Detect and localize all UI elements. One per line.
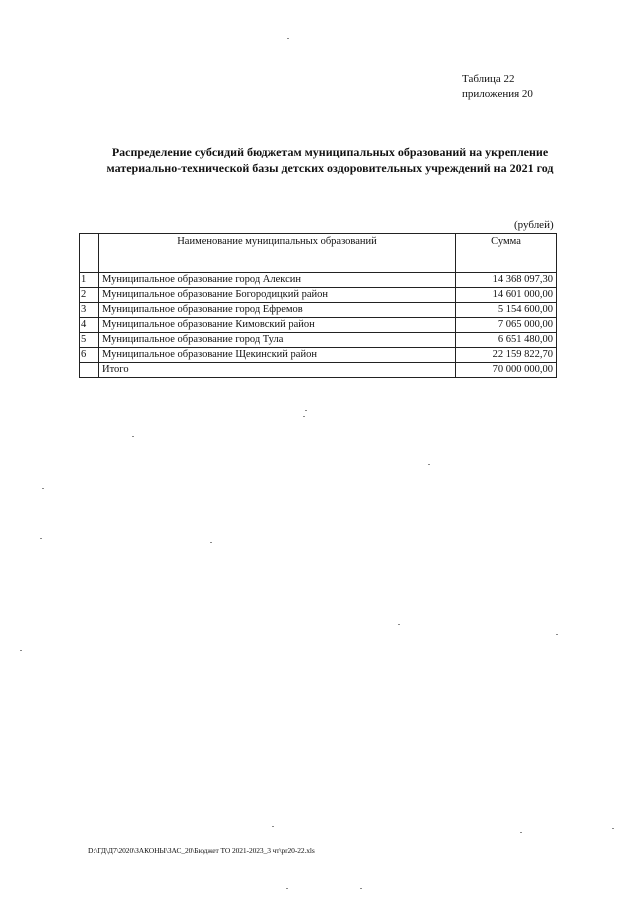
- total-sum: 70 000 000,00: [456, 363, 557, 378]
- row-municipality: Муниципальное образование Богородицкий район: [99, 288, 456, 303]
- row-sum: 5 154 600,00: [456, 303, 557, 318]
- scan-speck: [20, 650, 22, 651]
- header-number-cell: [80, 234, 99, 273]
- table-row: [80, 303, 557, 318]
- header-name-cell: Наименование муниципальных образований: [99, 234, 456, 273]
- appendix-reference: приложения 20: [462, 88, 533, 100]
- row-number: 3: [80, 303, 99, 318]
- table-row: [80, 288, 557, 303]
- row-number: 2: [80, 288, 99, 303]
- table-row: [80, 273, 557, 288]
- total-number-cell: [80, 363, 99, 378]
- subsidies-table: [79, 233, 557, 378]
- scan-speck: [287, 38, 289, 39]
- scan-speck: [42, 488, 44, 489]
- title-line-2: материально-технической базы детских оздоровительных учреждений на 2021 год: [106, 161, 554, 175]
- row-sum: 6 651 480,00: [456, 333, 557, 348]
- scan-speck: [210, 542, 212, 543]
- scan-speck: [556, 634, 558, 635]
- scan-speck: [428, 464, 430, 465]
- row-municipality: Муниципальное образование город Алексин: [99, 273, 456, 288]
- scan-speck: [286, 888, 288, 889]
- scan-speck: [520, 832, 522, 833]
- table-total-row: [80, 363, 557, 378]
- document-title: [60, 144, 600, 176]
- row-sum: 14 368 097,30: [456, 273, 557, 288]
- row-municipality: Муниципальное образование Кимовский район: [99, 318, 456, 333]
- scan-speck: [303, 416, 305, 417]
- units-label: (рублей): [514, 219, 554, 231]
- scan-speck: [360, 888, 362, 889]
- title-line-1: Распределение субсидий бюджетам муниципальных образований на укрепление: [111, 145, 549, 159]
- row-number: 6: [80, 348, 99, 363]
- table-reference: [462, 72, 533, 102]
- row-sum: 14 601 000,00: [456, 288, 557, 303]
- scan-speck: [398, 624, 400, 625]
- row-number: 5: [80, 333, 99, 348]
- scan-speck: [40, 538, 42, 539]
- row-municipality: Муниципальное образование город Ефремов: [99, 303, 456, 318]
- scan-speck: [612, 828, 614, 829]
- total-label: Итого: [99, 363, 456, 378]
- row-municipality: Муниципальное образование Щекинский район: [99, 348, 456, 363]
- table-row: [80, 333, 557, 348]
- file-path-footer: D:\ГД\Д7\2020\ЗАКОНЫ\ЗАС_20\Бюджет ТО 2021-2023_3 чт\pr20-22.xls: [88, 846, 315, 855]
- header-sum-cell: Сумма: [456, 234, 557, 273]
- scan-speck: [305, 410, 307, 411]
- table-row: [80, 348, 557, 363]
- table-number: Таблица 22: [462, 73, 515, 85]
- table-header-row: [80, 234, 557, 273]
- row-number: 1: [80, 273, 99, 288]
- row-municipality: Муниципальное образование город Тула: [99, 333, 456, 348]
- table-row: [80, 318, 557, 333]
- scan-speck: [132, 436, 134, 437]
- scan-speck: [272, 826, 274, 827]
- row-sum: 7 065 000,00: [456, 318, 557, 333]
- row-number: 4: [80, 318, 99, 333]
- row-sum: 22 159 822,70: [456, 348, 557, 363]
